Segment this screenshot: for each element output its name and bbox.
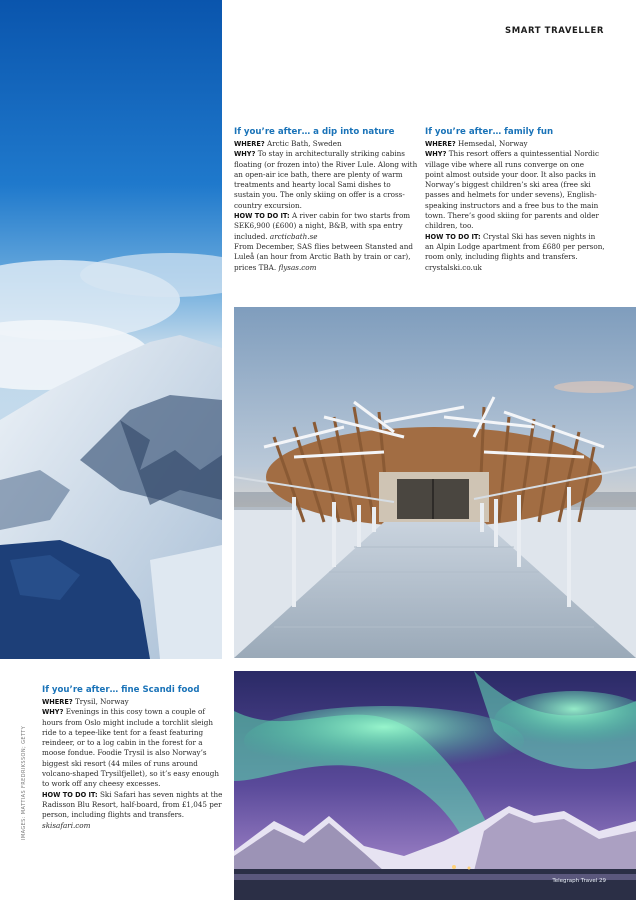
article-title: If you’re after… a dip into nature: [234, 127, 395, 137]
website-link[interactable]: arcticbath.se: [269, 231, 318, 241]
mountain-photo: [0, 0, 222, 659]
why-line: [425, 149, 605, 231]
where-line: [425, 139, 605, 149]
photo-credit: IMAGES: MATTIAS FREDRIKSSON; GETTY: [21, 725, 27, 840]
how-line: [234, 211, 419, 242]
why-label: WHY?: [42, 708, 64, 717]
website-link[interactable]: flysas.com: [278, 262, 317, 272]
where-value: Trysil, Norway: [75, 697, 129, 706]
extra-text: From December, SAS flies between Stansted and Luleå (an hour from Arctic Bath by train or car), prices TBA.: [234, 241, 413, 272]
article-family-fun: [425, 126, 605, 273]
why-line: [234, 149, 419, 211]
article-scandi-food: [42, 684, 227, 831]
why-line: [42, 707, 227, 789]
how-label: HOW TO DO IT:: [425, 232, 481, 241]
article-title: If you’re after… family fun: [425, 127, 554, 137]
article-arctic-bath: [234, 126, 419, 273]
arctic-bath-photo: [234, 307, 636, 658]
where-value: Hemsedal, Norway: [458, 139, 528, 148]
why-text: Evenings in this cosy town a couple of hours from Oslo might include a torchlit sleigh ride to a tepee-like tent for a feast featuring reindeer, or to a log cabin in the forest for a moose fondue. Foodie Trysil is also Norway’s biggest ski resort (44 miles of runs around volcano-shaped Trysilfjellet), so it’s easy enough to work off any cheesy excesses.: [42, 707, 219, 789]
where-line: [234, 139, 419, 149]
how-label: HOW TO DO IT:: [234, 212, 290, 221]
where-label: WHERE?: [425, 140, 456, 148]
why-label: WHY?: [425, 150, 447, 159]
why-text: This resort offers a quintessential Nordic village vibe where all runs converge on one point almost outside your door. It also packs in Norway’s biggest children’s ski area (free ski passes and helmets for under sevens), English-speaking instructors and a free bus to the main town. There’s good skiing for parents and older children, too.: [425, 149, 599, 231]
how-label: HOW TO DO IT:: [42, 790, 98, 799]
how-line: [425, 232, 605, 273]
where-label: WHERE?: [234, 140, 265, 148]
website-link[interactable]: skisafari.com: [42, 820, 91, 830]
how-line: [42, 790, 227, 831]
why-label: WHY?: [234, 150, 256, 159]
why-text: To stay in architecturally striking cabins floating (or frozen into) the River Lule. Along with an open-air ice bath, there are plenty of warm treatments and hearty local Sami dishes to sustain you. The only skiing on offer is a cross-country excursion.: [234, 149, 418, 210]
extra-line: [234, 242, 419, 273]
website-link[interactable]: crystalski.co.uk: [425, 262, 482, 272]
page-folio: Telegraph Travel 29: [552, 878, 606, 884]
article-title: If you’re after… fine Scandi food: [42, 685, 200, 695]
how-text: Ski Safari has seven nights at the Radisson Blu Resort, half-board, from £1,045 per person, including flights and transfers.: [42, 789, 223, 820]
how-text: Crystal Ski has seven nights in an Alpin Lodge apartment from £680 per person, room only, including flights and transfers.: [425, 231, 605, 262]
where-line: [42, 697, 227, 707]
section-label: SMART TRAVELLER: [505, 26, 604, 36]
where-label: WHERE?: [42, 698, 73, 706]
how-text: A river cabin for two starts from SEK6,900 (£600) a night, B&B, with spa entry included.: [234, 211, 411, 241]
northern-lights-photo: [234, 671, 636, 900]
where-value: Arctic Bath, Sweden: [267, 139, 342, 148]
